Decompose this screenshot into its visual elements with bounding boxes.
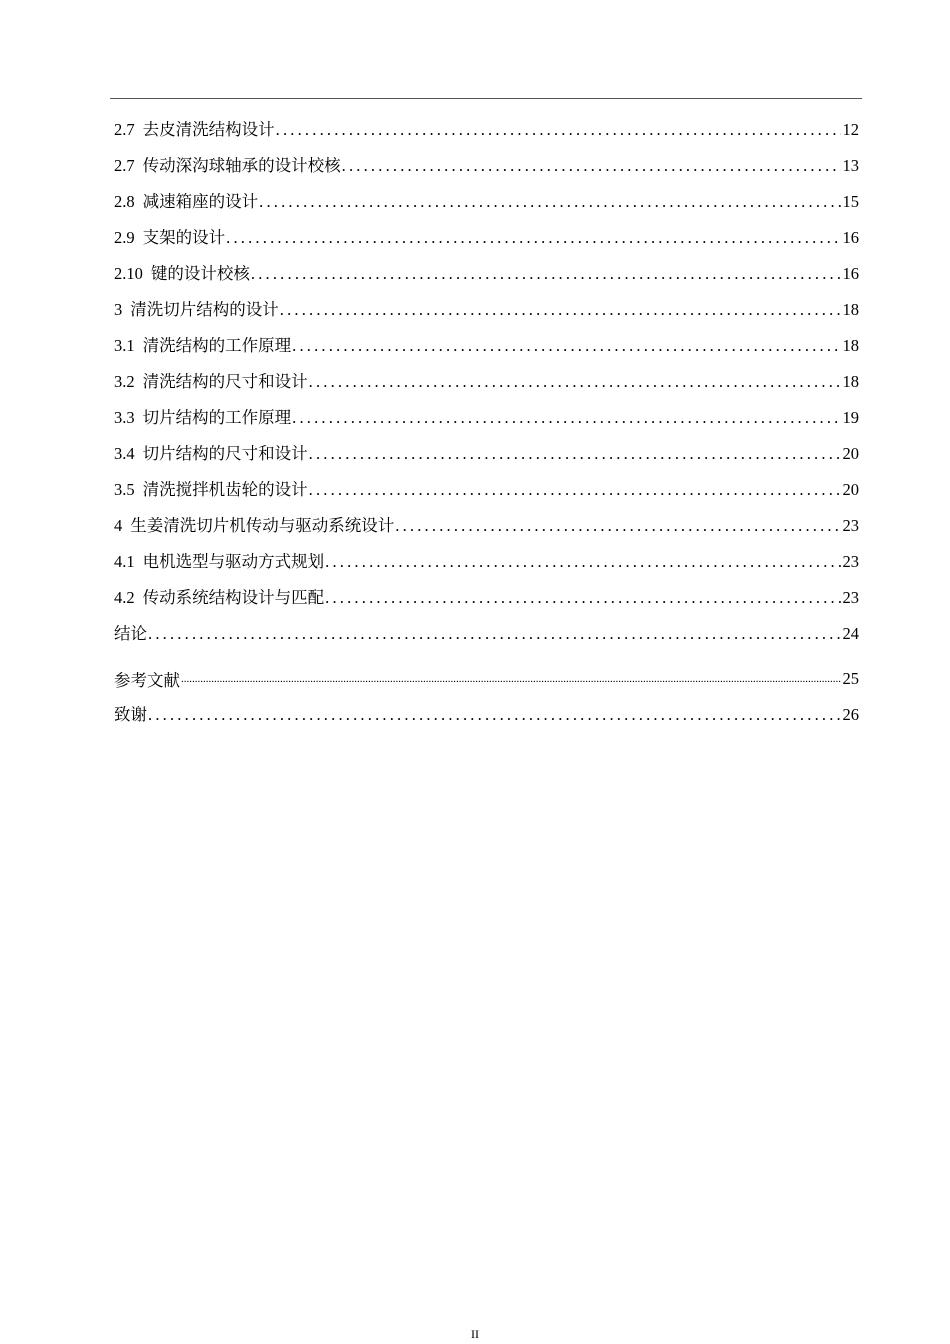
toc-entry-title: 结论	[114, 624, 147, 643]
header-rule	[110, 98, 862, 99]
toc-entry[interactable]	[114, 584, 859, 620]
toc-entry-number: 3.5	[114, 480, 135, 499]
toc-entry[interactable]	[114, 476, 859, 512]
toc-entry-page: 23	[842, 588, 859, 607]
toc-leader-dots	[251, 264, 841, 284]
toc-entry-title: 传动深沟球轴承的设计校核	[142, 156, 341, 175]
toc-entry[interactable]	[114, 368, 859, 404]
toc-entry-title: 切片结构的工作原理	[142, 408, 292, 427]
toc-entry[interactable]	[114, 260, 859, 296]
toc-leader-dots	[395, 516, 840, 536]
toc-entry-page: 20	[842, 444, 859, 463]
toc-entry-title: 致谢	[114, 705, 147, 724]
toc-entry-number: 3.1	[114, 336, 135, 355]
page-number: II	[471, 1327, 479, 1341]
toc-leader-dots	[259, 192, 840, 212]
toc-entry-title: 支架的设计	[142, 228, 226, 247]
toc-entry-page: 25	[842, 668, 859, 688]
toc-entry-number: 2.7	[114, 120, 135, 139]
toc-leader-dots	[325, 552, 840, 572]
toc-entry-number: 4.1	[114, 552, 135, 571]
toc-leader-dots	[148, 705, 841, 725]
toc-leader-dots	[280, 300, 841, 320]
toc-leader-dots	[181, 673, 841, 685]
toc-entry-number: 3.3	[114, 408, 135, 427]
toc-entry-title: 参考文献	[114, 670, 180, 690]
toc-entry-number: 3.2	[114, 372, 135, 391]
toc-entry-page: 23	[842, 552, 859, 571]
toc-entry-title: 去皮清洗结构设计	[142, 120, 275, 139]
toc-entry-page: 24	[842, 624, 859, 643]
toc-entry-title: 清洗切片结构的设计	[130, 300, 279, 319]
toc-entry[interactable]	[114, 620, 859, 656]
toc-entry[interactable]	[114, 440, 859, 476]
toc-entry-number: 3.4	[114, 444, 135, 463]
toc-entry-page: 16	[842, 228, 859, 247]
toc-entry-title: 电机选型与驱动方式规划	[142, 552, 325, 571]
toc-entry[interactable]	[114, 152, 859, 188]
toc-entry-page: 15	[842, 192, 859, 211]
toc-entry-title: 传动系统结构设计与匹配	[142, 588, 325, 607]
toc-leader-dots	[342, 156, 841, 176]
toc-entry[interactable]	[114, 701, 859, 737]
toc-entry[interactable]	[114, 512, 859, 548]
toc-entry[interactable]	[114, 656, 859, 701]
toc-entry-page: 26	[842, 705, 859, 724]
toc-entry-number: 4	[114, 516, 123, 535]
toc-entry-title: 清洗搅拌机齿轮的设计	[142, 480, 308, 499]
toc-entry[interactable]	[114, 296, 859, 332]
toc-entry-page: 18	[842, 372, 859, 391]
toc-entry[interactable]	[114, 116, 859, 152]
toc-entry[interactable]	[114, 188, 859, 224]
toc-entry[interactable]	[114, 332, 859, 368]
toc-leader-dots	[325, 588, 840, 608]
toc-entry-number: 2.10	[114, 264, 143, 283]
toc-entry-number: 2.7	[114, 156, 135, 175]
toc-entry-number: 2.8	[114, 192, 135, 211]
toc-entry-title: 切片结构的尺寸和设计	[142, 444, 308, 463]
toc-entry-number: 4.2	[114, 588, 135, 607]
toc-leader-dots	[292, 408, 840, 428]
toc-entry-page: 18	[842, 300, 859, 319]
toc-leader-dots	[276, 120, 841, 140]
toc-entry-title: 减速箱座的设计	[142, 192, 259, 211]
toc-entry-title: 清洗结构的尺寸和设计	[142, 372, 308, 391]
toc-entry[interactable]	[114, 224, 859, 260]
toc-leader-dots	[292, 336, 840, 356]
table-of-contents	[114, 116, 859, 737]
toc-entry-page: 19	[842, 408, 859, 427]
toc-leader-dots	[309, 480, 841, 500]
toc-entry-page: 18	[842, 336, 859, 355]
toc-entry-number: 2.9	[114, 228, 135, 247]
toc-entry-title: 键的设计校核	[150, 264, 250, 283]
toc-entry-page: 20	[842, 480, 859, 499]
toc-entry-page: 13	[842, 156, 859, 175]
toc-leader-dots	[309, 372, 841, 392]
toc-entry[interactable]	[114, 548, 859, 584]
toc-entry-page: 23	[842, 516, 859, 535]
toc-entry-number: 3	[114, 300, 123, 319]
toc-entry-page: 12	[842, 120, 859, 139]
toc-entry-page: 16	[842, 264, 859, 283]
toc-leader-dots	[309, 444, 841, 464]
toc-entry-title: 生姜清洗切片机传动与驱动系统设计	[130, 516, 395, 535]
toc-entry-title: 清洗结构的工作原理	[142, 336, 292, 355]
toc-leader-dots	[226, 228, 840, 248]
toc-leader-dots	[148, 624, 841, 644]
toc-entry[interactable]	[114, 404, 859, 440]
